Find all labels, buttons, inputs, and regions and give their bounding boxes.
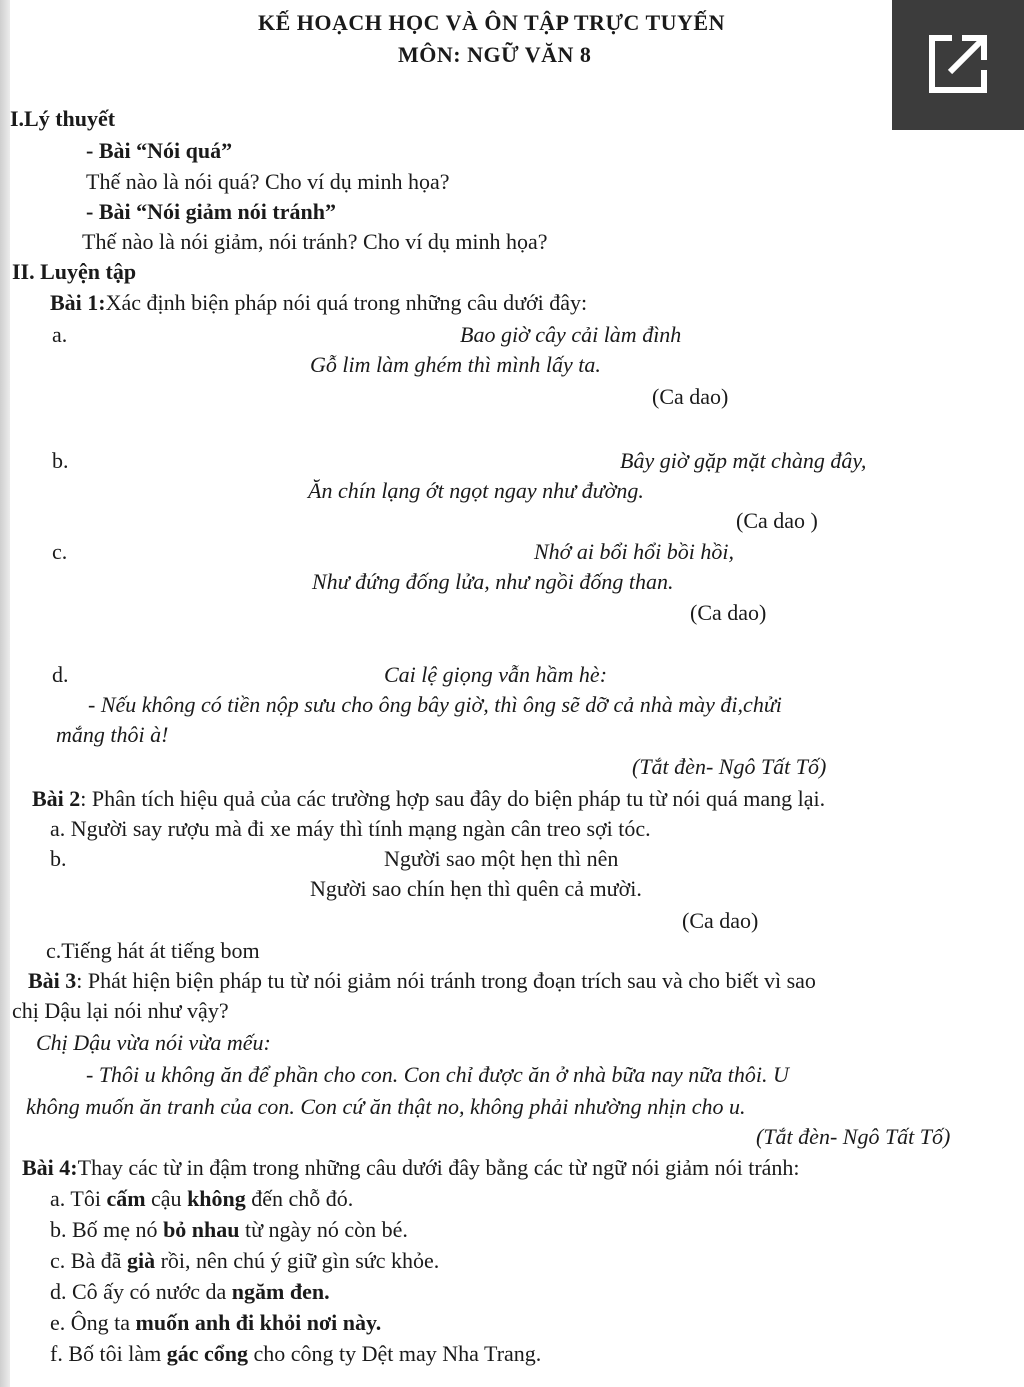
expand-icon	[926, 32, 990, 96]
ex1-c-line1: Nhớ ai bổi hổi bồi hồi,	[534, 539, 734, 564]
ex1-b-marker: b.	[52, 448, 69, 473]
ex4-item-marker: c.	[50, 1248, 71, 1273]
ex4-item-pre: Cô ấy có nước da	[72, 1279, 232, 1304]
ex2-label: Bài 2	[32, 786, 81, 811]
ex4-text: Thay các từ in đậm trong những câu dưới đây bằng các từ ngữ nói giảm nói tránh:	[77, 1155, 800, 1180]
ex3-text: : Phát hiện biện pháp tu từ nói giảm nói tránh trong đoạn trích sau và cho biết vì sao	[76, 968, 816, 993]
document-title: KẾ HOẠCH HỌC VÀ ÔN TẬP TRỰC TUYẾN	[258, 10, 725, 35]
ex4-item-marker: b.	[50, 1217, 72, 1242]
ex4-item-bold1: muốn anh đi khỏi nơi này.	[135, 1310, 382, 1335]
ex4-item-post: rồi, nên chú ý giữ gìn sức khỏe.	[155, 1248, 440, 1273]
ex4-item-post: đến chỗ đó.	[245, 1186, 354, 1211]
lesson1-question: Thế nào là nói quá? Cho ví dụ minh họa?	[86, 169, 450, 194]
ex4-label: Bài 4:	[22, 1155, 78, 1180]
ex4-item-pre: Bố tôi làm	[68, 1341, 167, 1366]
ex1-b-line2: Ăn chín lạng ớt ngọt ngay như đường.	[308, 478, 644, 503]
ex4-item-bold1: cấm	[106, 1186, 146, 1211]
lesson1-title: - Bài “Nói quá”	[86, 138, 233, 163]
ex4-item	[50, 1186, 353, 1212]
ex4-item-bold1: gác cổng	[166, 1341, 248, 1366]
ex3-prompt-line2: chị Dậu lại nói như vậy?	[12, 998, 229, 1023]
ex1-d-line2: - Nếu không có tiền nộp sưu cho ông bây giờ, thì ông sẽ dỡ cả nhà mày đi,chửi	[88, 692, 782, 717]
ex4-item-mid: cậu	[145, 1186, 188, 1211]
ex4-item-pre: Tôi	[70, 1186, 107, 1211]
ex4-prompt	[22, 1155, 800, 1181]
ex1-a-source: (Ca dao)	[652, 384, 729, 409]
ex4-item-pre: Bố mẹ nó	[72, 1217, 164, 1242]
ex4-item-post: cho công ty Dệt may Nha Trang.	[247, 1341, 542, 1366]
ex1-c-source: (Ca dao)	[690, 600, 767, 625]
ex1-label: Bài 1:	[50, 290, 106, 315]
ex2-item-c: c.Tiếng hát át tiếng bom	[46, 938, 260, 963]
ex4-item-bold2: không	[187, 1186, 246, 1211]
ex1-b-line1: Bây giờ gặp mặt chàng đây,	[620, 448, 867, 473]
ex4-item	[50, 1248, 439, 1274]
ex1-d-marker: d.	[52, 662, 69, 687]
ex1-c-marker: c.	[52, 539, 68, 564]
ex2-text: : Phân tích hiệu quả của các trường hợp sau đây do biện pháp tu từ nói quá mang lại.	[80, 786, 826, 811]
lesson2-question: Thế nào là nói giảm, nói tránh? Cho ví dụ minh họa?	[82, 229, 548, 254]
ex4-item-bold1: ngăm đen.	[231, 1279, 330, 1304]
ex2-prompt	[32, 786, 825, 812]
ex1-text: Xác định biện pháp nói quá trong những câu dưới đây:	[105, 290, 588, 315]
section2-heading: II. Luyện tập	[12, 259, 137, 284]
ex1-d-line3: mắng thôi à!	[56, 722, 169, 747]
lesson2-title: - Bài “Nói giảm nói tránh”	[86, 199, 336, 224]
ex2-item-a: a. Người say rượu mà đi xe máy thì tính mạng ngàn cân treo sợi tóc.	[50, 816, 651, 841]
ex4-item	[50, 1310, 381, 1336]
ex4-item-marker: a.	[50, 1186, 71, 1211]
ex2-b-line1: Người sao một hẹn thì nên	[384, 846, 619, 871]
section1-heading: I.Lý thuyết	[10, 106, 116, 131]
ex4-item-post: từ ngày nó còn bé.	[239, 1217, 408, 1242]
ex4-item-bold1: già	[126, 1248, 156, 1273]
ex1-a-line2: Gỗ lim làm ghém thì mình lấy ta.	[310, 352, 601, 377]
ex3-label: Bài 3	[28, 968, 77, 993]
ex1-c-line2: Như đứng đống lửa, như ngồi đống than.	[312, 569, 674, 594]
ex4-item-marker: d.	[50, 1279, 72, 1304]
ex1-b-source: (Ca dao )	[736, 508, 818, 533]
ex3-quote-line2: - Thôi u không ăn để phần cho con. Con chỉ được ăn ở nhà bữa nay nữa thôi. U	[86, 1062, 789, 1087]
ex4-item-marker: f.	[50, 1341, 69, 1366]
ex4-item-pre: Bà đã	[70, 1248, 127, 1273]
document-subtitle: MÔN: NGỮ VĂN 8	[398, 42, 592, 67]
ex4-item-pre: Ông ta	[70, 1310, 136, 1335]
ex1-d-source: (Tắt đèn- Ngô Tất Tố)	[632, 754, 827, 779]
ex2-b-source: (Ca dao)	[682, 908, 759, 933]
ex1-a-marker: a.	[52, 322, 68, 347]
ex3-prompt	[28, 968, 816, 994]
ex2-b-marker: b.	[50, 846, 67, 871]
ex1-a-line1: Bao giờ cây cải làm đình	[460, 322, 682, 347]
ex4-item	[50, 1341, 541, 1367]
ex3-quote-line1: Chị Dậu vừa nói vừa mếu:	[36, 1030, 271, 1055]
expand-button[interactable]	[892, 0, 1024, 130]
ex1-d-line1: Cai lệ giọng vẫn hầm hè:	[384, 662, 608, 687]
page-edge	[0, 0, 10, 1387]
ex3-quote-line3: không muốn ăn tranh của con. Con cứ ăn thật no, không phải nhường nhịn cho u.	[26, 1094, 746, 1119]
ex4-item-marker: e.	[50, 1310, 71, 1335]
ex2-b-line2: Người sao chín hẹn thì quên cả mười.	[310, 876, 642, 901]
ex4-item	[50, 1279, 330, 1305]
ex4-item	[50, 1217, 408, 1243]
ex4-item-bold1: bỏ nhau	[163, 1217, 240, 1242]
ex3-source: (Tắt đèn- Ngô Tất Tố)	[756, 1124, 951, 1149]
ex1-prompt	[50, 290, 587, 316]
